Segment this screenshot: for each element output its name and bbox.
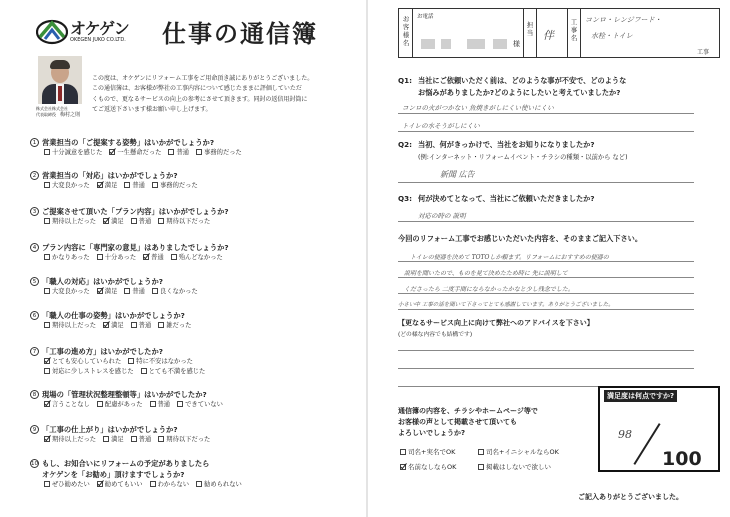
checkbox-checked[interactable]	[103, 322, 109, 328]
answer-option[interactable]	[150, 480, 189, 490]
option-label: 普通	[138, 218, 152, 225]
question-number: Q3:	[398, 194, 412, 203]
answer-option[interactable]	[44, 367, 134, 377]
option-label: 普通	[157, 401, 171, 408]
option-label: 雑だった	[166, 322, 192, 329]
option-label: わからない	[157, 481, 190, 488]
option-label: 普通	[132, 288, 145, 295]
answer-option[interactable]	[103, 435, 124, 445]
option-label: 良くなかった	[159, 288, 198, 295]
checkbox-checked[interactable]	[44, 358, 50, 364]
answer-option[interactable]	[44, 181, 90, 191]
greeting-line: この度は、オケゲンにリフォーム工事をご用命頂き誠にありがとうございました。	[92, 75, 314, 82]
question-number: 2	[30, 171, 39, 180]
answer-2: 新聞 広告	[440, 170, 475, 179]
publish-option-2[interactable]: 司名+イニシャルならOK	[478, 447, 559, 456]
greeting-line: てご返送下さいます様お願い申し上げます。	[92, 106, 212, 114]
checkbox-checked[interactable]	[109, 149, 115, 155]
publish-line: お客様の声として掲載させて頂いても	[398, 418, 517, 426]
answer-rule	[398, 293, 694, 294]
publish-line: 通信簿の内容を、チラシやホームページ等で	[398, 407, 538, 415]
answer-1-line-2: トイレの水そうがしにくい	[402, 122, 480, 130]
question-number: 8	[30, 390, 39, 399]
publish-option-1[interactable]: 司名+実名でOK	[400, 447, 455, 456]
option-label: 大変良かった	[52, 288, 90, 295]
question-text: 「工事の進め方」はいかがでしたか?	[42, 347, 163, 356]
publish-option-4[interactable]: 掲載はしないで欲しい	[478, 462, 551, 471]
answer-rule	[398, 113, 694, 114]
answer-option[interactable]	[152, 287, 198, 297]
option-row	[30, 181, 360, 191]
answer-option[interactable]	[97, 480, 143, 490]
honorific: 様	[513, 40, 520, 48]
option-label: 普通	[138, 322, 152, 329]
option-label: 対応に少しストレスを感じた	[52, 368, 134, 375]
answer-option[interactable]	[44, 400, 90, 410]
answer-option[interactable]	[109, 148, 161, 158]
option-label: 殆んどなかった	[178, 254, 223, 261]
question-text: オケゲンを「お勧め」頂けますでしょうか?	[42, 470, 185, 479]
answer-option[interactable]	[103, 321, 124, 331]
answer-rule	[398, 368, 694, 369]
option-row	[30, 480, 360, 490]
redacted-phone	[493, 39, 507, 49]
checkbox[interactable]	[131, 218, 137, 224]
checkbox[interactable]	[150, 401, 156, 407]
company-subname: OKEGEN JUKO CO.LTD.	[70, 37, 126, 43]
question-number: Q2:	[398, 140, 412, 149]
question-text: 営業担当の「ご提案する姿勢」はいかがでしょうか?	[42, 138, 215, 147]
checkbox[interactable]	[97, 401, 103, 407]
satisfaction-max: 100	[662, 448, 702, 470]
answer-option[interactable]	[143, 253, 164, 263]
question-heading	[30, 242, 360, 253]
checkbox[interactable]	[171, 254, 177, 260]
option-row	[30, 148, 360, 158]
question-number: 10	[31, 461, 38, 467]
greeting-line: くもので、更なるサービスの向上の参考にさせて頂きます。同封の返信用封筒に	[92, 95, 308, 103]
impression-line: くださったら 二度手間にならなかったかなと少し残念でした。	[404, 286, 574, 293]
answer-option[interactable]	[124, 287, 145, 297]
answer-option[interactable]	[103, 217, 124, 227]
option-label: 満足	[104, 182, 118, 189]
work-line-2: 水栓・トイレ	[591, 32, 633, 40]
option-label: 期待以上だった	[52, 436, 97, 443]
option-label: 期待以上だった	[52, 218, 97, 225]
checkbox[interactable]	[124, 182, 130, 188]
checkbox[interactable]	[152, 182, 158, 188]
question-block	[30, 242, 360, 263]
logo-mark-icon	[36, 19, 68, 45]
customer-header-table	[398, 8, 720, 58]
impression-line: 説明を聞いたので、ものを見て決めたため時に 先に説明して	[404, 270, 568, 277]
question-heading	[30, 137, 360, 148]
option-label: 満足	[111, 436, 124, 443]
work-line-1: コンロ・レンジフード・	[585, 16, 662, 24]
advice-subtitle: (どの様な内容でも結構です)	[398, 332, 473, 338]
checkbox[interactable]	[44, 481, 50, 487]
answer-option[interactable]	[97, 253, 136, 263]
answer-option[interactable]	[44, 148, 102, 158]
question-number: 6	[30, 311, 39, 320]
checkbox-checked[interactable]	[400, 464, 406, 470]
phone-label: お電話	[417, 14, 434, 20]
option-label: ぜひ勧めたい	[52, 481, 90, 488]
caption-company: 株式会社株式会社	[36, 106, 68, 111]
checkbox[interactable]	[478, 464, 484, 470]
question-number: 9	[30, 425, 39, 434]
answer-option[interactable]	[196, 480, 242, 490]
question-text: プラン内容に「専門家の意見」はありましたでしょうか?	[42, 243, 229, 252]
redacted-phone	[467, 39, 485, 49]
redacted-name	[421, 39, 435, 49]
option-label: とても安心していられた	[52, 358, 122, 365]
customer-label: お客様名	[402, 15, 410, 47]
satisfaction-title: 満足度は何点ですか?	[604, 390, 677, 402]
answer-option[interactable]	[131, 321, 152, 331]
answer-option[interactable]	[152, 181, 198, 191]
question-text: 「職人の仕事の姿勢」はいかがでしょうか?	[42, 311, 185, 320]
option-label: 満足	[104, 288, 118, 295]
checkbox[interactable]	[150, 481, 156, 487]
caption-role: 代表取締役	[36, 112, 56, 117]
option-label: 配慮があった	[104, 401, 143, 408]
question-heading	[30, 389, 360, 400]
answer-option[interactable]	[44, 321, 96, 331]
option-label: とても不満を感じた	[148, 368, 206, 375]
answer-option[interactable]	[131, 435, 152, 445]
answer-option[interactable]	[150, 400, 171, 410]
impression-title-text: 今回のリフォーム工事でお感じいただいた内容を、そのままご記入下さい。	[398, 234, 643, 243]
checkbox-checked[interactable]	[143, 254, 149, 260]
checkbox[interactable]	[158, 436, 164, 442]
question-block	[30, 206, 360, 227]
answer-option[interactable]	[44, 357, 121, 367]
company-name: オケゲン	[70, 19, 129, 38]
question-text: ご提案させて頂いた「プラン内容」はいかがでしょうか?	[42, 207, 229, 216]
answer-rule	[398, 261, 694, 262]
document-title: 仕事の通信簿	[162, 20, 318, 48]
checkbox[interactable]	[168, 149, 174, 155]
answer-option[interactable]	[124, 181, 145, 191]
checkbox-checked[interactable]	[97, 182, 103, 188]
option-label: 特に不安はなかった	[136, 358, 193, 365]
question-hint: (例:インターネット・リフォームイベント・チラシの種類・以前から など)	[418, 154, 628, 161]
impression-line: トイレの便器を決めて TOTOしか頼まず。リフォームにおすすめの便器の	[410, 254, 609, 261]
question-text: 当社にご依頼いただく前は、どのような事が不安で、どのような	[418, 76, 627, 85]
option-label: 満足	[111, 218, 124, 225]
publish-line: よろしいでしょうか?	[398, 429, 466, 437]
question-block	[30, 170, 360, 191]
answer-option[interactable]	[97, 181, 118, 191]
answer-option[interactable]	[158, 435, 210, 445]
answer-option[interactable]	[44, 480, 90, 490]
option-row	[30, 287, 360, 297]
checkbox-checked[interactable]	[44, 436, 50, 442]
option-row	[30, 357, 360, 367]
option-row	[30, 253, 360, 263]
option-label: 十分あった	[104, 254, 137, 261]
checkbox-checked[interactable]	[44, 401, 50, 407]
answer-rule	[398, 182, 694, 183]
question-text: 「工事の仕上がり」はいかがでしょうか?	[42, 425, 178, 434]
answer-option[interactable]	[44, 217, 96, 227]
question-heading	[30, 206, 360, 217]
option-label: 満足	[111, 322, 124, 329]
option-label: 事務的だった	[159, 182, 198, 189]
checkbox[interactable]	[158, 322, 164, 328]
greeting-text	[92, 74, 354, 116]
checkbox[interactable]	[44, 368, 50, 374]
greeting-line: この通信簿は、お客様が弊社の工事内容について感じたままに評価していただ	[92, 85, 302, 93]
answer-option[interactable]	[158, 217, 210, 227]
satisfaction-score: 98	[618, 428, 632, 441]
question-number: 1	[30, 138, 39, 147]
advice-title: 【更なるサービス向上に向けて弊社へのアドバイスを下さい】	[398, 319, 594, 327]
answer-option[interactable]	[158, 321, 191, 331]
checkbox[interactable]	[97, 254, 103, 260]
answer-option[interactable]	[171, 253, 223, 263]
right-page	[368, 0, 730, 517]
question-heading	[30, 170, 360, 181]
answer-option[interactable]	[177, 400, 223, 410]
option-label: 十分誠意を感じた	[52, 149, 103, 156]
question-heading-2	[30, 469, 360, 480]
checkbox-checked[interactable]	[97, 288, 103, 294]
checkbox[interactable]	[196, 149, 202, 155]
question-number: 4	[30, 243, 39, 252]
answer-option[interactable]	[44, 435, 96, 445]
question-block	[30, 389, 360, 410]
satisfaction-box	[598, 386, 720, 472]
question-heading	[30, 458, 360, 469]
answer-rule	[398, 309, 694, 310]
question-text: 当初、何がきっかけで、当社をお知りになりましたか?	[418, 140, 595, 149]
option-label: できていない	[185, 401, 223, 408]
option-label: 普通	[138, 436, 152, 443]
answer-rule	[398, 131, 694, 132]
answer-option[interactable]	[141, 367, 206, 377]
checkbox[interactable]	[44, 149, 50, 155]
checkbox[interactable]	[103, 436, 109, 442]
president-photo	[38, 56, 82, 104]
checkbox[interactable]	[44, 218, 50, 224]
answer-option[interactable]	[168, 148, 189, 158]
checkbox[interactable]	[44, 288, 50, 294]
option-label: 勧められない	[204, 481, 242, 488]
option-label: 期待以上だった	[52, 322, 97, 329]
thanks-text: ご記入ありがとうございました。	[578, 493, 683, 501]
option-label: 普通	[151, 254, 164, 261]
publish-option-3[interactable]: 名前なしならOK	[400, 462, 456, 471]
question-block	[30, 458, 360, 490]
question-text: お悩みがありましたか?どのようにしたいと考えていましたか?	[418, 88, 621, 97]
question-number: Q1:	[398, 76, 412, 85]
option-label: 普通	[176, 149, 190, 156]
question-text: もし、お知合いにリフォームの予定がありましたら	[42, 459, 210, 468]
option-label: 勧めてもいい	[104, 481, 143, 488]
option-row	[30, 321, 360, 331]
option-row	[30, 400, 360, 410]
question-heading	[30, 276, 360, 287]
staff-label: 担当	[526, 21, 534, 37]
answer-option[interactable]	[44, 287, 90, 297]
option-label: 期待以下だった	[166, 436, 211, 443]
checkbox[interactable]	[131, 322, 137, 328]
answer-option[interactable]	[97, 400, 143, 410]
answer-rule	[398, 277, 694, 278]
question-block	[30, 424, 360, 445]
question-number: 3	[30, 207, 39, 216]
answer-option[interactable]	[196, 148, 242, 158]
question-block	[30, 346, 360, 377]
answer-option[interactable]	[128, 357, 193, 367]
answer-rule	[398, 221, 694, 222]
option-row	[30, 435, 360, 445]
question-block	[30, 276, 360, 297]
question-text: 現場の「管理状況整理整頓等」はいかがでしたか?	[42, 390, 207, 399]
staff-name: 伴	[543, 29, 554, 42]
checkbox-checked[interactable]	[103, 218, 109, 224]
checkbox[interactable]	[44, 182, 50, 188]
question-number: 7	[30, 347, 39, 356]
answer-1-line-1: コンロの火がつかない 魚焼きがしにくい使いにくい	[402, 104, 554, 112]
checkbox[interactable]	[152, 288, 158, 294]
impression-line: 小さい中 工事の話を聞いて下さってとても感謝しています。ありがとうございました。	[398, 302, 614, 308]
question-text: 何が決めてとなって、当社にご依頼いただきましたか?	[418, 194, 595, 203]
option-row	[30, 217, 360, 227]
question-heading	[30, 310, 360, 321]
option-row	[30, 367, 360, 377]
answer-option[interactable]	[131, 217, 152, 227]
checkbox-checked[interactable]	[97, 481, 103, 487]
answer-option[interactable]	[97, 287, 118, 297]
question-text: 「職人の対応」はいかがでしょうか?	[42, 277, 163, 286]
question-text: 営業担当の「対応」はいかがでしょうか?	[42, 171, 178, 180]
checkbox[interactable]	[124, 288, 130, 294]
checkbox[interactable]	[478, 449, 484, 455]
option-label: 一生懸命だった	[117, 149, 162, 156]
answer-rule	[398, 350, 694, 351]
question-number: 5	[30, 277, 39, 286]
question-heading	[30, 424, 360, 435]
option-label: 言うことなし	[52, 401, 90, 408]
option-label: かなりあった	[52, 254, 90, 261]
checkbox[interactable]	[44, 322, 50, 328]
answer-option[interactable]	[44, 253, 90, 263]
redacted-name	[441, 39, 451, 49]
answer-3: 対応の時の 説明	[418, 212, 466, 220]
question-heading	[30, 346, 360, 357]
company-logo	[36, 13, 132, 53]
option-label: 事務的だった	[204, 149, 242, 156]
checkbox[interactable]	[44, 254, 50, 260]
checkbox[interactable]	[128, 358, 134, 364]
checkbox[interactable]	[158, 218, 164, 224]
checkbox[interactable]	[196, 481, 202, 487]
option-label: 普通	[132, 182, 145, 189]
checkbox[interactable]	[131, 436, 137, 442]
option-label: 期待以下だった	[166, 218, 211, 225]
work-suffix: 工事	[697, 49, 710, 56]
question-block	[30, 137, 360, 158]
checkbox[interactable]	[141, 368, 147, 374]
score-slash	[633, 423, 660, 465]
caption-name: 梅村之則	[60, 112, 81, 118]
checkbox[interactable]	[177, 401, 183, 407]
checkbox[interactable]	[400, 449, 406, 455]
option-label: 大変良かった	[52, 182, 90, 189]
question-block	[30, 310, 360, 331]
work-label: 工事名	[570, 18, 578, 42]
